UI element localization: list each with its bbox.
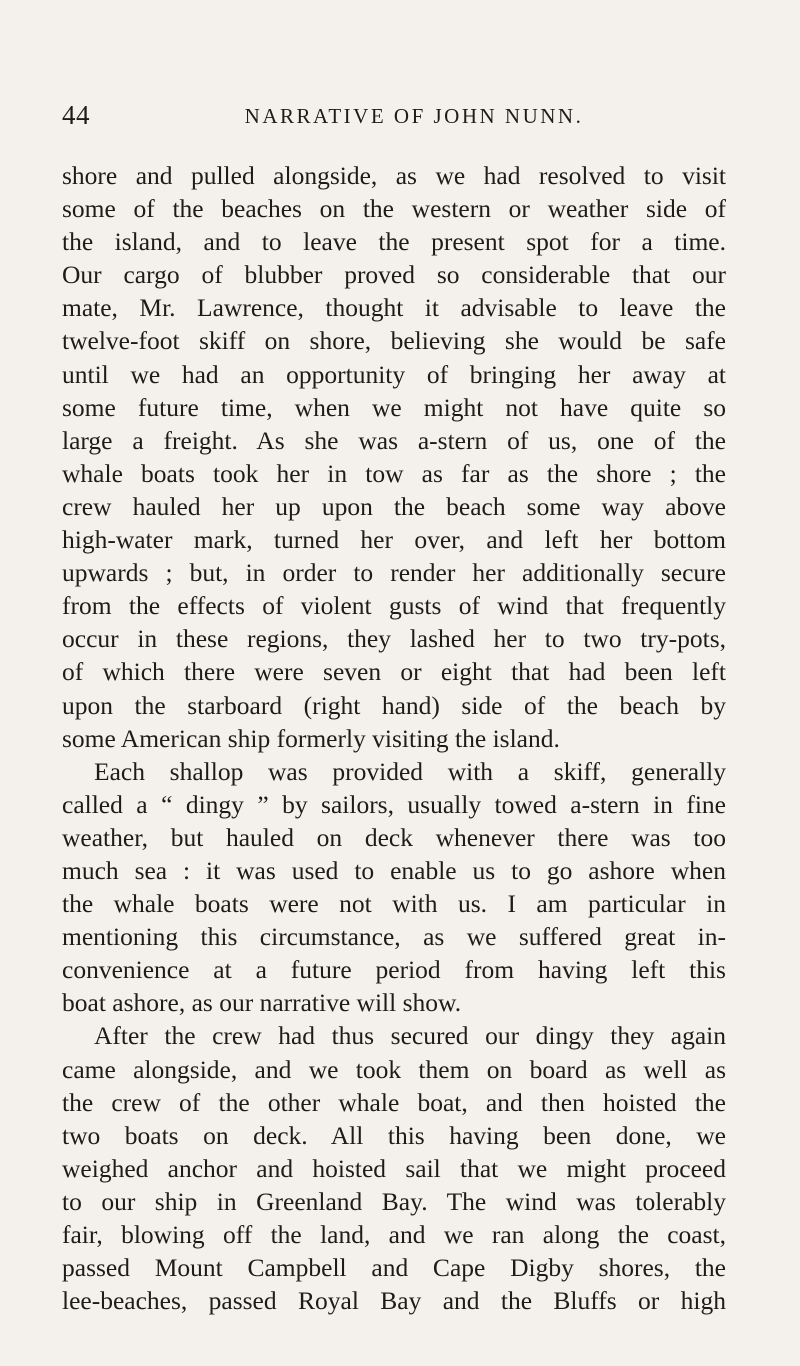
text-line: crew hauled her up upon the beach some way above — [62, 491, 726, 521]
running-head: NARRATIVE OF JOHN NUNN. — [244, 104, 584, 128]
text-line: the whale boats were not with us. I am particular in — [62, 889, 726, 919]
text-line: of which there were seven or eight that had been left — [62, 657, 726, 687]
text-line: called a “ dingy ” by sailors, usually towed a-stern in fine — [62, 789, 726, 819]
text-line: After the crew had thus secured our dingy they again — [94, 1021, 726, 1051]
text-line: twelve-foot skiff on shore, believing she would be safe — [62, 326, 726, 356]
page-header — [62, 100, 726, 134]
text-line: some American ship formerly visiting the island. — [62, 723, 560, 753]
text-line: occur in these regions, they lashed her to two try-pots, — [62, 624, 726, 654]
text-line: some of the beaches on the western or weather side of — [62, 194, 726, 224]
text-line: mate, Mr. Lawrence, thought it advisable to leave the — [62, 293, 726, 323]
text-line: came alongside, and we took them on board as well as — [62, 1054, 726, 1084]
text-line: much sea : it was used to enable us to go ashore when — [62, 855, 726, 885]
text-line: two boats on deck. All this having been done, we — [62, 1120, 726, 1150]
text-line: upwards ; but, in order to render her additionally secure — [62, 558, 726, 588]
text-line: Each shallop was provided with a skiff, generally — [94, 756, 726, 786]
text-line: Our cargo of blubber proved so considerable that our — [62, 260, 726, 290]
text-line: large a freight. As she was a-stern of us, one of the — [62, 425, 726, 455]
text-line: shore and pulled alongside, as we had resolved to visit — [62, 161, 726, 190]
text-line: upon the starboard (right hand) side of the beach by — [62, 690, 726, 720]
text-line: the crew of the other whale boat, and then hoisted the — [62, 1087, 726, 1117]
text-line: the island, and to leave the present spot for a time. — [62, 227, 726, 257]
text-line: mentioning this circumstance, as we suffered great in- — [62, 922, 726, 952]
text-line: passed Mount Campbell and Cape Digby shores, the — [62, 1253, 726, 1283]
text-line: until we had an opportunity of bringing her away at — [62, 359, 726, 389]
text-line: to our ship in Greenland Bay. The wind was tolerably — [62, 1186, 726, 1216]
text-line: from the effects of violent gusts of wind that frequently — [62, 591, 726, 621]
text-line: convenience at a future period from having left this — [62, 955, 726, 985]
text-line: fair, blowing off the land, and we ran along the coast, — [62, 1220, 726, 1249]
text-line: high-water mark, turned her over, and left her bottom — [62, 525, 726, 555]
page-number: 44 — [62, 100, 90, 130]
text-line: boat ashore, as our narrative will show. — [62, 988, 462, 1018]
text-line: weather, but hauled on deck whenever there was too — [62, 822, 726, 852]
text-line: lee-beaches, passed Royal Bay and the Bluffs or high — [62, 1286, 726, 1316]
text-line: weighed anchor and hoisted sail that we might proceed — [62, 1153, 726, 1183]
text-line: whale boats took her in tow as far as the shore ; the — [62, 458, 726, 488]
text-line: some future time, when we might not have quite so — [62, 392, 726, 422]
body-text — [62, 159, 726, 1317]
